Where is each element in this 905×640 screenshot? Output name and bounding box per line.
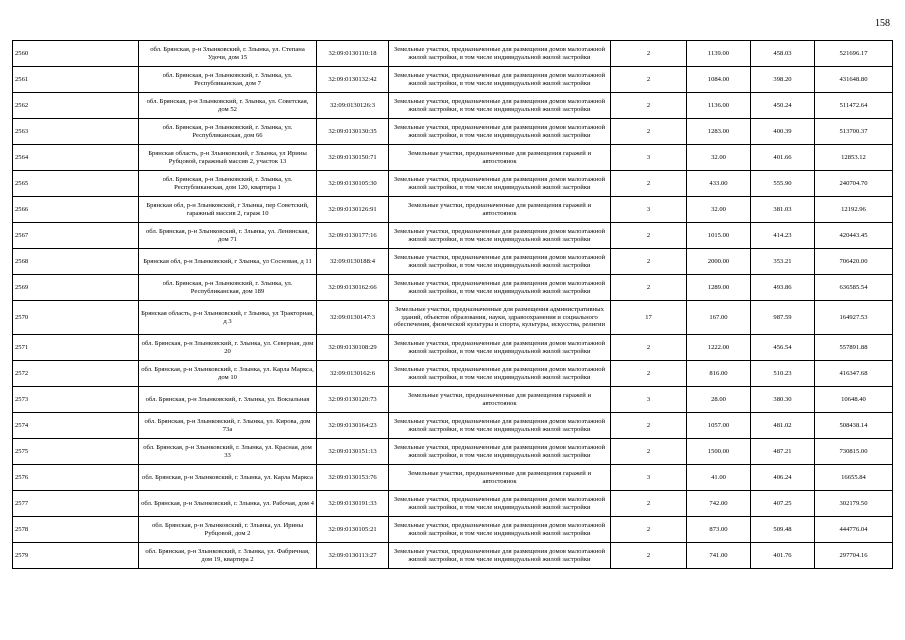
use-group-code-cell: 3 bbox=[611, 145, 687, 171]
specific-value-cell: 353.21 bbox=[751, 249, 815, 275]
area-cell: 1057.00 bbox=[687, 413, 751, 439]
specific-value-cell: 401.76 bbox=[751, 543, 815, 569]
land-use-cell: Земельные участки, предназначенные для размещения домов малоэтажной жилой застройки, в том числе индивидуальной жилой застройки bbox=[389, 517, 611, 543]
cadastral-value-cell: 431648.80 bbox=[815, 67, 893, 93]
table-row bbox=[13, 465, 893, 491]
area-cell: 28.00 bbox=[687, 387, 751, 413]
table-row bbox=[13, 439, 893, 465]
cadastral-value-cell: 164927.53 bbox=[815, 301, 893, 335]
address-cell: обл. Брянская, р-н Злынковский, г. Злынка, ул. Красная, дом 33 bbox=[139, 439, 317, 465]
use-group-code-cell: 2 bbox=[611, 93, 687, 119]
land-use-cell: Земельные участки, предназначенные для размещения гаражей и автостоянок bbox=[389, 197, 611, 223]
area-cell: 32.00 bbox=[687, 197, 751, 223]
table-row bbox=[13, 119, 893, 145]
use-group-code-cell: 2 bbox=[611, 171, 687, 197]
table-row bbox=[13, 517, 893, 543]
land-use-cell: Земельные участки, предназначенные для размещения гаражей и автостоянок bbox=[389, 387, 611, 413]
cadastral-number-cell: 32:09:0130191:33 bbox=[317, 491, 389, 517]
address-cell: обл. Брянская, р-н Злынковский, г. Злынка, ул. Карла Маркса, дом 10 bbox=[139, 361, 317, 387]
area-cell: 1283.00 bbox=[687, 119, 751, 145]
cadastral-number-cell: 32:09:0130162:66 bbox=[317, 275, 389, 301]
table-row bbox=[13, 249, 893, 275]
address-cell: обл. Брянская, р-н Злынковский, г. Злынка, ул. Степана Удочи, дом 15 bbox=[139, 41, 317, 67]
use-group-code-cell: 2 bbox=[611, 543, 687, 569]
use-group-code-cell: 2 bbox=[611, 119, 687, 145]
use-group-code-cell: 2 bbox=[611, 41, 687, 67]
row-number-cell: 2572 bbox=[13, 361, 139, 387]
row-number-cell: 2574 bbox=[13, 413, 139, 439]
row-number-cell: 2560 bbox=[13, 41, 139, 67]
cadastral-value-cell: 511472.64 bbox=[815, 93, 893, 119]
table-row bbox=[13, 543, 893, 569]
use-group-code-cell: 2 bbox=[611, 67, 687, 93]
cadastral-number-cell: 32:09:0130188:4 bbox=[317, 249, 389, 275]
table-row bbox=[13, 387, 893, 413]
use-group-code-cell: 2 bbox=[611, 517, 687, 543]
land-use-cell: Земельные участки, предназначенные для размещения административных зданий, объектов образования, науки, здравоохранения и социального обеспечения, физической культуры и спорта, культуры, искусства, религии bbox=[389, 301, 611, 335]
cadastral-number-cell: 32:09:0130130:35 bbox=[317, 119, 389, 145]
area-cell: 741.00 bbox=[687, 543, 751, 569]
cadastral-value-cell: 521696.17 bbox=[815, 41, 893, 67]
address-cell: обл. Брянская, р-н Злынковский, г. Злынка, ул. Ленинская, дом 71 bbox=[139, 223, 317, 249]
cadastral-value-cell: 706420.00 bbox=[815, 249, 893, 275]
cadastral-value-cell: 444776.04 bbox=[815, 517, 893, 543]
area-cell: 1500.00 bbox=[687, 439, 751, 465]
address-cell: обл. Брянская, р-н Злынковский, г. Злынка, ул. Карла Маркса bbox=[139, 465, 317, 491]
cadastral-number-cell: 32:09:0130105:30 bbox=[317, 171, 389, 197]
cadastral-number-cell: 32:09:0130162:6 bbox=[317, 361, 389, 387]
address-cell: обл. Брянская, р-н Злынковский, г. Злынка, ул. Республиканская, дом 66 bbox=[139, 119, 317, 145]
address-cell: Брянская обл, р-н Злынковский, г Злынка, ул Сосновая, д 11 bbox=[139, 249, 317, 275]
use-group-code-cell: 3 bbox=[611, 465, 687, 491]
address-cell: обл. Брянская, р-н Злынковский, г. Злынка, ул. Республиканская, дом 120, квартира 1 bbox=[139, 171, 317, 197]
specific-value-cell: 450.24 bbox=[751, 93, 815, 119]
area-cell: 816.00 bbox=[687, 361, 751, 387]
area-cell: 1222.00 bbox=[687, 335, 751, 361]
table-row bbox=[13, 301, 893, 335]
cadastral-value-cell: 420443.45 bbox=[815, 223, 893, 249]
row-number-cell: 2561 bbox=[13, 67, 139, 93]
row-number-cell: 2579 bbox=[13, 543, 139, 569]
specific-value-cell: 407.25 bbox=[751, 491, 815, 517]
area-cell: 1084.00 bbox=[687, 67, 751, 93]
specific-value-cell: 555.90 bbox=[751, 171, 815, 197]
area-cell: 1139.00 bbox=[687, 41, 751, 67]
table-row bbox=[13, 41, 893, 67]
specific-value-cell: 458.03 bbox=[751, 41, 815, 67]
row-number-cell: 2571 bbox=[13, 335, 139, 361]
cadastral-number-cell: 32:09:0130153:76 bbox=[317, 465, 389, 491]
address-cell: обл. Брянская, р-н Злынковский, г. Злынка, ул. Фабричная, дом 19, квартира 2 bbox=[139, 543, 317, 569]
table-row bbox=[13, 197, 893, 223]
land-use-cell: Земельные участки, предназначенные для размещения домов малоэтажной жилой застройки, в том числе индивидуальной жилой застройки bbox=[389, 93, 611, 119]
specific-value-cell: 510.23 bbox=[751, 361, 815, 387]
area-cell: 32.00 bbox=[687, 145, 751, 171]
address-cell: обл. Брянская, р-н Злынковский, г. Злынка, ул. Республиканская, дом 189 bbox=[139, 275, 317, 301]
land-use-cell: Земельные участки, предназначенные для размещения домов малоэтажной жилой застройки, в том числе индивидуальной жилой застройки bbox=[389, 41, 611, 67]
cadastral-number-cell: 32:09:0130108:29 bbox=[317, 335, 389, 361]
address-cell: обл. Брянская, р-н Злынковский, г. Злынка, ул. Вокзальная bbox=[139, 387, 317, 413]
cadastral-value-cell: 416347.68 bbox=[815, 361, 893, 387]
table-row bbox=[13, 491, 893, 517]
use-group-code-cell: 2 bbox=[611, 249, 687, 275]
table-row bbox=[13, 413, 893, 439]
area-cell: 1015.00 bbox=[687, 223, 751, 249]
area-cell: 1136.00 bbox=[687, 93, 751, 119]
cadastral-value-cell: 12192.96 bbox=[815, 197, 893, 223]
specific-value-cell: 481.02 bbox=[751, 413, 815, 439]
table-row bbox=[13, 361, 893, 387]
row-number-cell: 2575 bbox=[13, 439, 139, 465]
specific-value-cell: 381.03 bbox=[751, 197, 815, 223]
table-row bbox=[13, 145, 893, 171]
cadastral-value-cell: 12853.12 bbox=[815, 145, 893, 171]
address-cell: Брянская обл, р-н Злынковский, г Злынка, пер Советский, гаражный массив 2, гараж 10 bbox=[139, 197, 317, 223]
specific-value-cell: 987.59 bbox=[751, 301, 815, 335]
address-cell: Брянская область, р-н Злынковский, г Злынка, ул Ирины Рубцовой, гаражный массив 2, участок 13 bbox=[139, 145, 317, 171]
row-number-cell: 2567 bbox=[13, 223, 139, 249]
land-use-cell: Земельные участки, предназначенные для размещения домов малоэтажной жилой застройки, в том числе индивидуальной жилой застройки bbox=[389, 275, 611, 301]
cadastral-value-cell: 636585.54 bbox=[815, 275, 893, 301]
specific-value-cell: 456.54 bbox=[751, 335, 815, 361]
area-cell: 873.00 bbox=[687, 517, 751, 543]
cadastral-value-cell: 297704.16 bbox=[815, 543, 893, 569]
specific-value-cell: 509.48 bbox=[751, 517, 815, 543]
land-use-cell: Земельные участки, предназначенные для размещения домов малоэтажной жилой застройки, в том числе индивидуальной жилой застройки bbox=[389, 361, 611, 387]
land-use-cell: Земельные участки, предназначенные для размещения домов малоэтажной жилой застройки, в том числе индивидуальной жилой застройки bbox=[389, 413, 611, 439]
row-number-cell: 2569 bbox=[13, 275, 139, 301]
row-number-cell: 2565 bbox=[13, 171, 139, 197]
area-cell: 742.00 bbox=[687, 491, 751, 517]
specific-value-cell: 487.21 bbox=[751, 439, 815, 465]
table-body bbox=[13, 41, 893, 569]
table-row bbox=[13, 171, 893, 197]
use-group-code-cell: 2 bbox=[611, 361, 687, 387]
table-row bbox=[13, 67, 893, 93]
address-cell: Брянская область, р-н Злынковский, г Злынка, ул Тракторная, д 3 bbox=[139, 301, 317, 335]
land-use-cell: Земельные участки, предназначенные для размещения домов малоэтажной жилой застройки, в том числе индивидуальной жилой застройки bbox=[389, 119, 611, 145]
cadastral-value-cell: 302179.50 bbox=[815, 491, 893, 517]
cadastral-number-cell: 32:09:0130132:42 bbox=[317, 67, 389, 93]
area-cell: 2000.00 bbox=[687, 249, 751, 275]
use-group-code-cell: 2 bbox=[611, 223, 687, 249]
use-group-code-cell: 2 bbox=[611, 439, 687, 465]
land-use-cell: Земельные участки, предназначенные для размещения домов малоэтажной жилой застройки, в том числе индивидуальной жилой застройки bbox=[389, 543, 611, 569]
area-cell: 1289.00 bbox=[687, 275, 751, 301]
address-cell: обл. Брянская, р-н Злынковский, г. Злынка, ул. Рабочая, дом 4 bbox=[139, 491, 317, 517]
table-row bbox=[13, 93, 893, 119]
cadastral-value-cell: 16655.84 bbox=[815, 465, 893, 491]
cadastral-number-cell: 32:09:0130164:23 bbox=[317, 413, 389, 439]
table-row bbox=[13, 223, 893, 249]
land-use-cell: Земельные участки, предназначенные для размещения домов малоэтажной жилой застройки, в том числе индивидуальной жилой застройки bbox=[389, 171, 611, 197]
page-number: 158 bbox=[875, 18, 890, 29]
specific-value-cell: 493.86 bbox=[751, 275, 815, 301]
row-number-cell: 2577 bbox=[13, 491, 139, 517]
row-number-cell: 2570 bbox=[13, 301, 139, 335]
use-group-code-cell: 2 bbox=[611, 335, 687, 361]
cadastral-number-cell: 32:09:0130150:71 bbox=[317, 145, 389, 171]
area-cell: 41.00 bbox=[687, 465, 751, 491]
area-cell: 433.00 bbox=[687, 171, 751, 197]
specific-value-cell: 406.24 bbox=[751, 465, 815, 491]
specific-value-cell: 400.39 bbox=[751, 119, 815, 145]
row-number-cell: 2563 bbox=[13, 119, 139, 145]
row-number-cell: 2576 bbox=[13, 465, 139, 491]
cadastral-number-cell: 32:09:0130113:27 bbox=[317, 543, 389, 569]
address-cell: обл. Брянская, р-н Злынковский, г. Злынка, ул. Северная, дом 20 bbox=[139, 335, 317, 361]
use-group-code-cell: 2 bbox=[611, 413, 687, 439]
row-number-cell: 2568 bbox=[13, 249, 139, 275]
land-use-cell: Земельные участки, предназначенные для размещения домов малоэтажной жилой застройки, в том числе индивидуальной жилой застройки bbox=[389, 223, 611, 249]
row-number-cell: 2562 bbox=[13, 93, 139, 119]
cadastral-value-table bbox=[12, 40, 893, 569]
cadastral-value-cell: 10648.40 bbox=[815, 387, 893, 413]
land-use-cell: Земельные участки, предназначенные для размещения гаражей и автостоянок bbox=[389, 465, 611, 491]
specific-value-cell: 401.66 bbox=[751, 145, 815, 171]
area-cell: 167.00 bbox=[687, 301, 751, 335]
cadastral-number-cell: 32:09:0130110:18 bbox=[317, 41, 389, 67]
land-use-cell: Земельные участки, предназначенные для размещения домов малоэтажной жилой застройки, в том числе индивидуальной жилой застройки bbox=[389, 249, 611, 275]
specific-value-cell: 380.30 bbox=[751, 387, 815, 413]
use-group-code-cell: 2 bbox=[611, 275, 687, 301]
address-cell: обл. Брянская, р-н Злынковский, г. Злынка, ул. Ирины Рубцовой, дом 2 bbox=[139, 517, 317, 543]
cadastral-number-cell: 32:09:0130120:73 bbox=[317, 387, 389, 413]
use-group-code-cell: 3 bbox=[611, 197, 687, 223]
cadastral-value-cell: 508438.14 bbox=[815, 413, 893, 439]
address-cell: обл. Брянская, р-н Злынковский, г. Злынка, ул. Республиканская, дом 7 bbox=[139, 67, 317, 93]
row-number-cell: 2564 bbox=[13, 145, 139, 171]
cadastral-number-cell: 32:09:0130105:21 bbox=[317, 517, 389, 543]
cadastral-value-cell: 240704.70 bbox=[815, 171, 893, 197]
use-group-code-cell: 3 bbox=[611, 387, 687, 413]
address-cell: обл. Брянская, р-н Злынковский, г. Злынка, ул. Советская, дом 52 bbox=[139, 93, 317, 119]
land-use-cell: Земельные участки, предназначенные для размещения гаражей и автостоянок bbox=[389, 145, 611, 171]
address-cell: обл. Брянская, р-н Злынковский, г. Злынка, ул. Кирова, дом 73а bbox=[139, 413, 317, 439]
cadastral-number-cell: 32:09:0130126:91 bbox=[317, 197, 389, 223]
cadastral-number-cell: 32:09:0130177:16 bbox=[317, 223, 389, 249]
specific-value-cell: 414.23 bbox=[751, 223, 815, 249]
land-use-cell: Земельные участки, предназначенные для размещения домов малоэтажной жилой застройки, в том числе индивидуальной жилой застройки bbox=[389, 491, 611, 517]
table-row bbox=[13, 275, 893, 301]
use-group-code-cell: 2 bbox=[611, 491, 687, 517]
cadastral-number-cell: 32:09:0130151:13 bbox=[317, 439, 389, 465]
table-row bbox=[13, 335, 893, 361]
row-number-cell: 2578 bbox=[13, 517, 139, 543]
cadastral-value-cell: 513700.37 bbox=[815, 119, 893, 145]
row-number-cell: 2573 bbox=[13, 387, 139, 413]
land-use-cell: Земельные участки, предназначенные для размещения домов малоэтажной жилой застройки, в том числе индивидуальной жилой застройки bbox=[389, 335, 611, 361]
cadastral-value-cell: 557891.88 bbox=[815, 335, 893, 361]
row-number-cell: 2566 bbox=[13, 197, 139, 223]
cadastral-number-cell: 32:09:0130126:3 bbox=[317, 93, 389, 119]
land-use-cell: Земельные участки, предназначенные для размещения домов малоэтажной жилой застройки, в том числе индивидуальной жилой застройки bbox=[389, 67, 611, 93]
cadastral-number-cell: 32:09:0130147:3 bbox=[317, 301, 389, 335]
use-group-code-cell: 17 bbox=[611, 301, 687, 335]
cadastral-value-cell: 730815.00 bbox=[815, 439, 893, 465]
land-use-cell: Земельные участки, предназначенные для размещения домов малоэтажной жилой застройки, в том числе индивидуальной жилой застройки bbox=[389, 439, 611, 465]
specific-value-cell: 398.20 bbox=[751, 67, 815, 93]
